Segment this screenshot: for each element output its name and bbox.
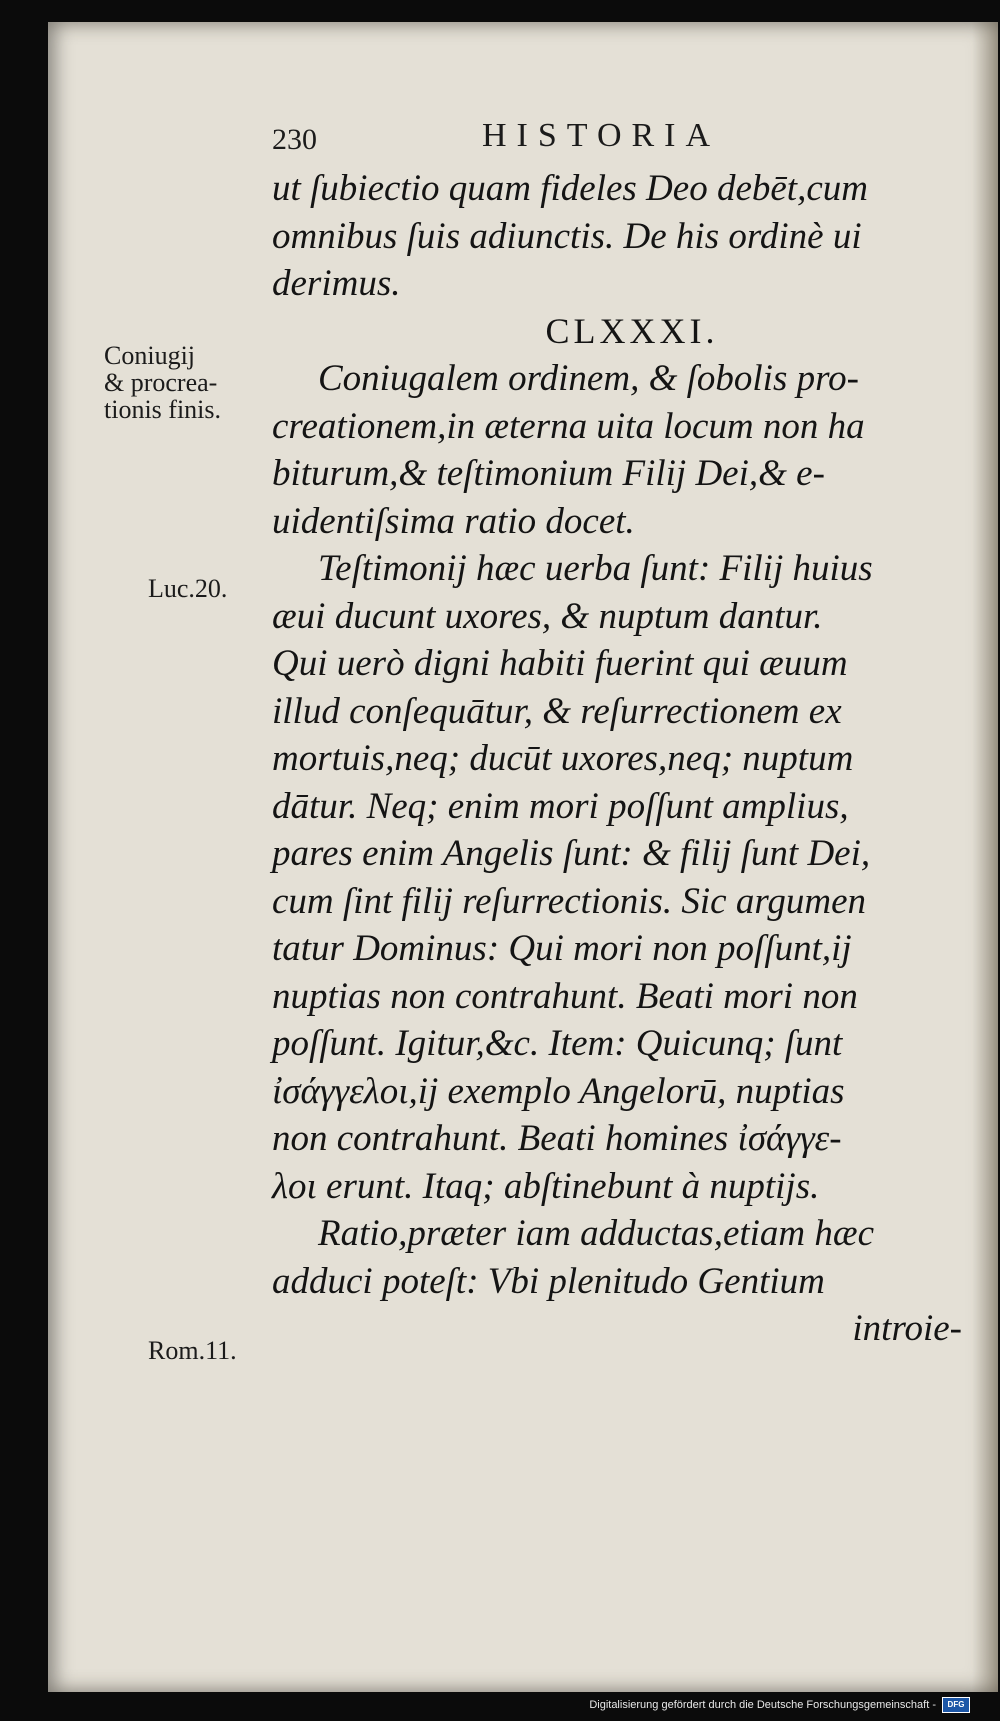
text-line: ἰσάγγελοι,ij exemplo Angelorū, nuptias [272, 1070, 845, 1112]
margin-note-line: Rom.11. [148, 1336, 237, 1365]
margin-note-line: & procrea- [104, 368, 218, 397]
text-line: adduci poteſt: Vbi plenitudo Gentium [272, 1260, 825, 1302]
text-line: tatur Dominus: Qui mori non poſſunt,ij [272, 928, 852, 969]
text-line: poſſunt. Igitur,&c. Item: Quicunq; ſunt [272, 1023, 843, 1064]
margin-note-coniugij [104, 342, 274, 423]
text-line: mortuis,neq; ducūt uxores,neq; nuptum [272, 738, 854, 779]
text-line: Qui uerò digni habiti fuerint qui æuum [272, 643, 848, 684]
section-number: CLXXXI. [545, 310, 719, 351]
text-line: Ratio,præter iam adductas,etiam hæc [318, 1213, 874, 1254]
text-line: dātur. Neq; enim mori poſſunt amplius, [272, 785, 849, 827]
text-line: λοι erunt. Itaq; abſtinebunt à nuptijs. [272, 1165, 820, 1207]
text-line: uidentiſsima ratio docet. [272, 500, 635, 542]
dfg-logo: DFG [942, 1697, 970, 1713]
page-header [272, 117, 752, 157]
margin-note-line: tionis finis. [104, 395, 222, 424]
text-line: illud conſequātur, & reſurrectionem ex [272, 690, 842, 732]
text-line: creationem,in æterna uita locum non ha [272, 405, 865, 447]
text-line: biturum,& teſtimonium Filij Dei,& e- [272, 453, 825, 494]
text-line: Teſtimonij hæc uerba ſunt: Filij huius [318, 548, 873, 589]
digitization-credit [589, 1697, 970, 1713]
catchword: introie- [852, 1308, 962, 1349]
text-line: derimus. [272, 263, 401, 304]
margin-note-line: Coniugij [104, 341, 196, 370]
text-line: nuptias non contrahunt. Beati mori non [272, 975, 858, 1017]
credit-text: Digitalisierung gefördert durch die Deutsche Forschungsgemeinschaft - [589, 1699, 936, 1711]
text-line: cum ſint filij reſurrectionis. Sic argumen [272, 880, 866, 922]
text-line: non contrahunt. Beati homines ἰσάγγε- [272, 1118, 842, 1159]
text-line: pares enim Angelis ſunt: & filij ſunt Dei, [272, 833, 871, 874]
running-title: HISTORIA [482, 117, 721, 154]
page-gutter [972, 22, 998, 1692]
text-line: Coniugalem ordinem, & ſobolis pro- [318, 358, 859, 399]
text-line: omnibus ſuis adiunctis. De his ordinè ui [272, 215, 862, 257]
page-number: 230 [272, 123, 317, 156]
main-text [272, 165, 972, 1353]
text-line: æui ducunt uxores, & nuptum dantur. [272, 595, 823, 637]
text-line: ut ſubiectio quam fideles Deo debēt,cum [272, 168, 868, 209]
margin-note-line: Luc.20. [148, 574, 228, 603]
